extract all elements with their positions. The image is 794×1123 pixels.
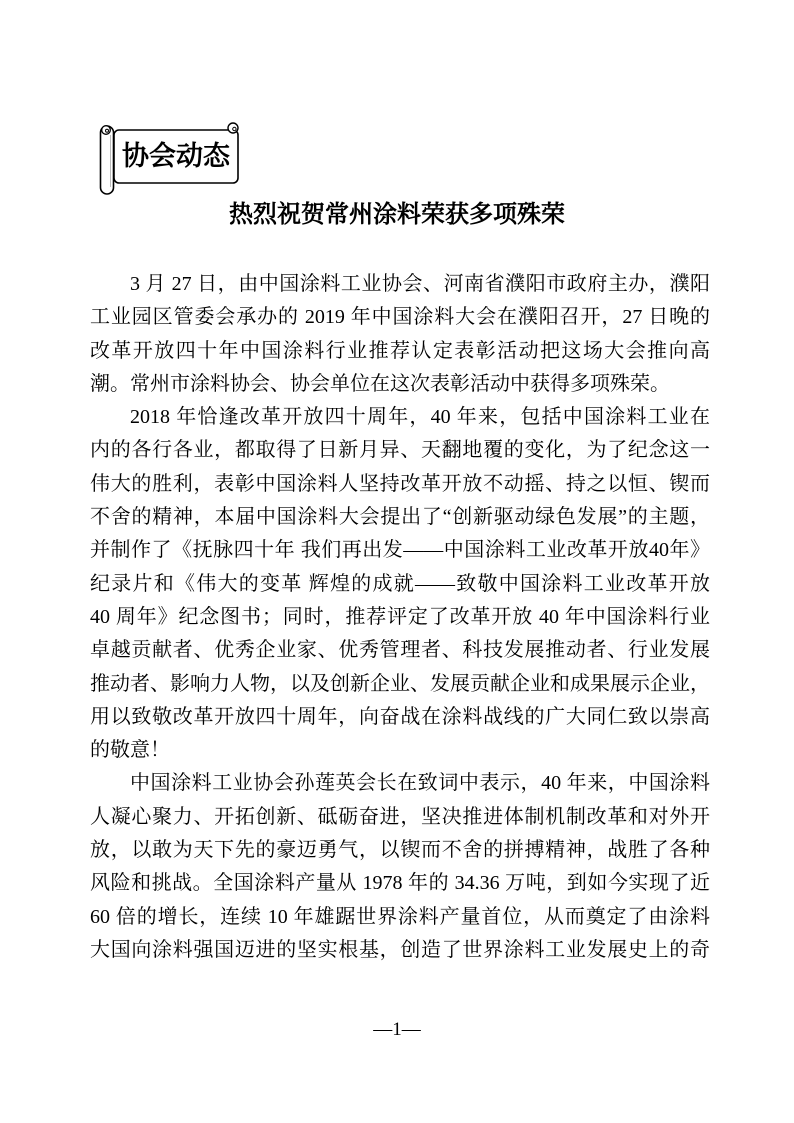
text-line: 的敬意！ [90, 739, 170, 762]
text-line: 工业园区管委会承办的 2019 年中国涂料大会在濮阳召开，27 日晚的 [90, 306, 710, 329]
text-line: 2018 年恰逢改革开放四十周年，40 年来，包括中国涂料工业在 [130, 406, 710, 429]
text-line: 改革开放四十年中国涂料行业推荐认定表彰活动把这场大会推向高 [90, 339, 710, 362]
text-line: 并制作了《抚脉四十年 我们再出发——中国涂料工业改革开放40年》 [90, 539, 710, 562]
text-line: 中国涂料工业协会孙莲英会长在致词中表示，40 年来，中国涂料 [130, 772, 710, 795]
text-line: 人凝心聚力、开拓创新、砥砺奋进，坚决推进体制机制改革和对外开 [90, 805, 710, 828]
text-line: 不舍的精神，本届中国涂料大会提出了“创新驱动绿色发展”的主题， [90, 506, 710, 529]
text-line: 潮。常州市涂料协会、协会单位在这次表彰活动中获得多项殊荣。 [90, 372, 670, 395]
page-number: —1— [373, 1019, 421, 1040]
text-line: 用以致敬改革开放四十周年，向奋战在涂料战线的广大同仁致以崇高 [90, 705, 710, 728]
scroll-roll-icon [101, 126, 114, 194]
article-title: 热烈祝贺常州涂料荣获多项殊荣 [229, 202, 565, 228]
text-line: 卓越贡献者、优秀企业家、优秀管理者、科技发展推动者、行业发展 [90, 639, 710, 662]
banner-label: 协会动态 [122, 141, 230, 171]
text-line: 推动者、影响力人物，以及创新企业、发展贡献企业和成果展示企业， [90, 672, 710, 695]
text-line: 放，以敢为天下先的豪迈勇气，以锲而不舍的拼搏精神，战胜了各种 [90, 839, 710, 862]
text-line: 纪录片和《伟大的变革 辉煌的成就——致敬中国涂料工业改革开放 [90, 572, 710, 595]
text-line: 内的各行各业，都取得了日新月异、天翻地覆的变化，为了纪念这一 [90, 439, 710, 462]
text-line: 伟大的胜利，表彰中国涂料人坚持改革开放不动摇、持之以恒、锲而 [90, 472, 710, 495]
section-banner [97, 117, 247, 202]
text-line: 风险和挑战。全国涂料产量从 1978 年的 34.36 万吨，到如今实现了近 [90, 872, 710, 895]
text-line: 3 月 27 日，由中国涂料工业协会、河南省濮阳市政府主办，濮阳 [130, 273, 710, 295]
article-body [90, 268, 710, 967]
text-line: 60 倍的增长，连续 10 年雄踞世界涂料产量首位，从而奠定了由涂料 [90, 905, 710, 928]
text-line: 大国向涂料强国迈进的坚实根基，创造了世界涂料工业发展史上的奇 [90, 938, 710, 961]
text-line: 40 周年》纪念图书；同时，推荐评定了改革开放 40 年中国涂料行业 [90, 605, 710, 628]
